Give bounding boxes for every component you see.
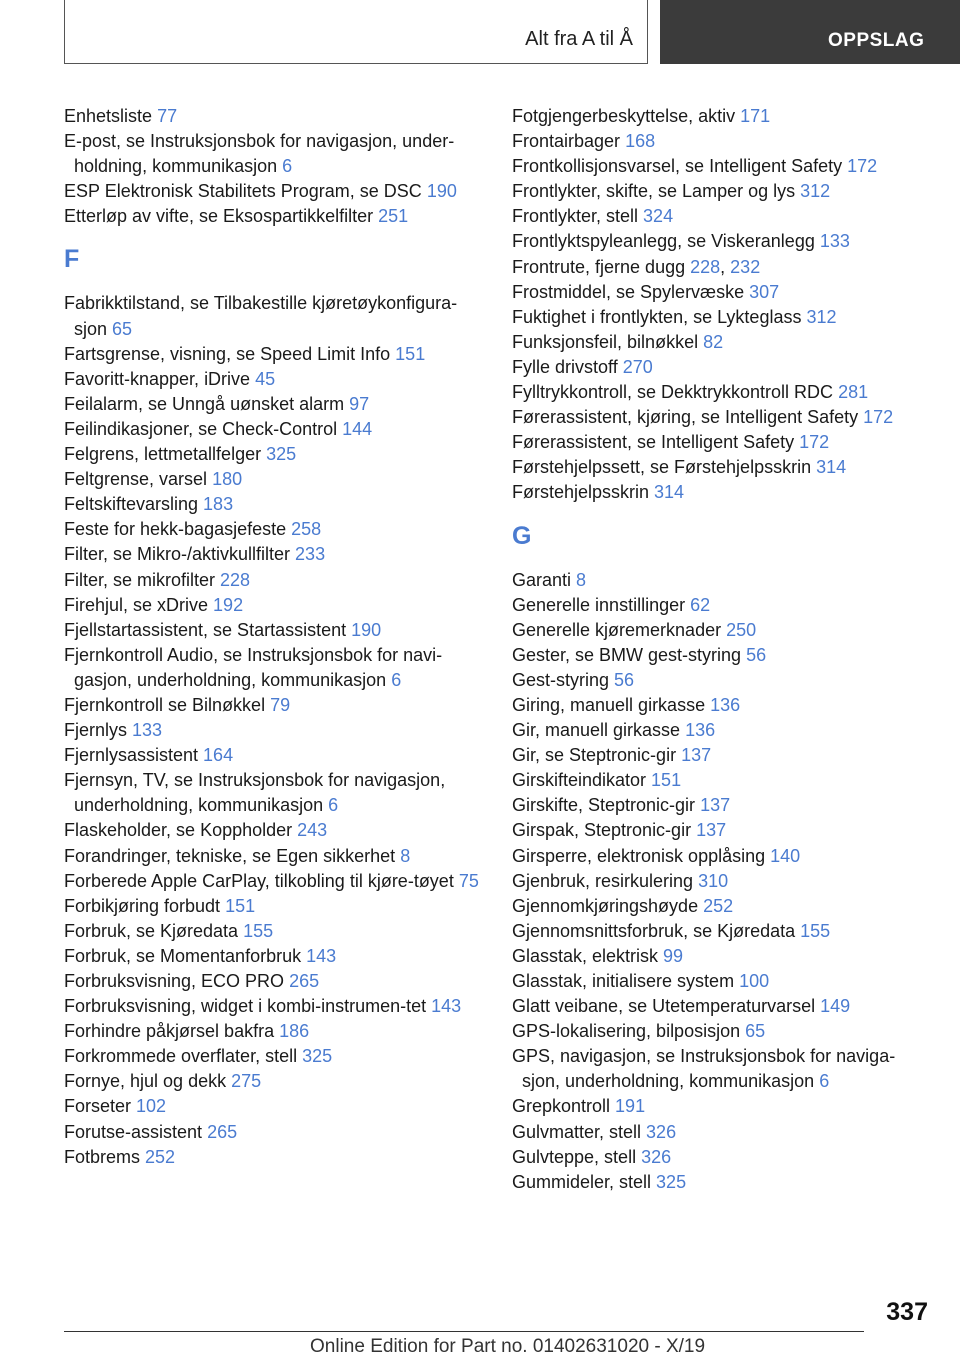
page-reference-link[interactable]: 99 bbox=[663, 945, 684, 966]
page-reference-link[interactable]: 102 bbox=[136, 1096, 167, 1117]
index-entry-text: E-post, se Instruksjonsbok for navigasjon, under-holdning, kommunikasjon bbox=[64, 131, 455, 177]
page-reference-link[interactable]: 136 bbox=[710, 694, 741, 715]
index-entry bbox=[512, 355, 932, 380]
index-entry-text: Frontlyktspyleanlegg, se Viskeranlegg bbox=[512, 231, 820, 252]
index-entry bbox=[64, 818, 484, 843]
page-reference-link[interactable]: 192 bbox=[213, 594, 244, 615]
page-reference-link[interactable]: 243 bbox=[297, 820, 328, 841]
index-entry bbox=[512, 844, 932, 869]
index-entry bbox=[512, 104, 932, 129]
index-entry bbox=[64, 743, 484, 768]
index-entry-text: Fotbrems bbox=[64, 1146, 146, 1167]
chapter-title: OPPSLAG bbox=[828, 30, 925, 51]
page-reference-link[interactable]: 133 bbox=[132, 720, 163, 741]
index-entry-text: Gjennomkjøringshøyde bbox=[512, 895, 704, 916]
index-entry-text: Forhindre påkjørsel bakfra bbox=[64, 1021, 280, 1042]
index-entry bbox=[64, 768, 484, 818]
index-entry-text: Gester, se BMW gest-styring bbox=[512, 644, 747, 665]
index-entry-text: Glasstak, initialisere system bbox=[512, 971, 740, 991]
page-reference-link[interactable]: 65 bbox=[112, 318, 133, 339]
index-entry bbox=[64, 392, 484, 417]
index-entry-text: Frostmiddel, se Spylervæske bbox=[512, 281, 750, 302]
page-reference-link[interactable]: 325 bbox=[266, 444, 297, 465]
page-reference-link[interactable]: 310 bbox=[698, 870, 729, 891]
index-entry-text: Firehjul, se xDrive bbox=[64, 594, 214, 615]
index-entry bbox=[512, 593, 932, 618]
page-reference-link[interactable]: 312 bbox=[806, 306, 837, 327]
page-reference-link[interactable]: 6 bbox=[282, 156, 293, 177]
index-entry bbox=[64, 442, 484, 467]
page-reference-separator: , bbox=[720, 256, 731, 277]
index-entry bbox=[64, 467, 484, 492]
page-reference-link[interactable]: 258 bbox=[291, 519, 322, 540]
index-column-right bbox=[512, 104, 932, 1195]
index-entry-text: Gummideler, stell bbox=[512, 1171, 657, 1192]
page-reference-link[interactable]: 186 bbox=[279, 1021, 310, 1042]
index-entry bbox=[64, 517, 484, 542]
index-entry-text: Glasstak, elektrisk bbox=[512, 945, 664, 966]
index-entry bbox=[64, 1019, 484, 1044]
index-entry-text: Funksjonsfeil, bilnøkkel bbox=[512, 331, 704, 352]
page-reference-link[interactable]: 180 bbox=[212, 469, 243, 490]
index-entry-text: Forkrommede overflater, stell bbox=[64, 1046, 303, 1067]
index-entry-text: Gest-styring bbox=[512, 669, 615, 690]
page-reference-link[interactable]: 79 bbox=[270, 694, 291, 715]
index-entry-text: Glatt veibane, se Utetemperaturvarsel bbox=[512, 996, 821, 1017]
index-entry-text: Flaskeholder, se Koppholder bbox=[64, 820, 298, 841]
index-entry-text: Førerassistent, se Intelligent Safety bbox=[512, 432, 800, 453]
page-reference-link[interactable]: 171 bbox=[740, 106, 771, 126]
index-entry-text: GPS, navigasjon, se Instruksjonsbok for naviga-sjon, underholdning, kommunikasjon bbox=[512, 1046, 896, 1092]
index-entry bbox=[64, 129, 484, 179]
page-reference-link[interactable]: 172 bbox=[847, 156, 878, 177]
index-entry bbox=[512, 330, 932, 355]
footer-text: Online Edition for Part no. 01402631020 - X/19 bbox=[310, 1336, 706, 1357]
index-entry bbox=[64, 969, 484, 994]
index-entry bbox=[64, 919, 484, 944]
index-entry-text: Førstehjelpsskrin bbox=[512, 482, 655, 503]
page-reference-link[interactable]: 312 bbox=[800, 181, 831, 202]
page-reference-link[interactable]: 97 bbox=[349, 393, 370, 414]
index-entry-text: Grepkontroll bbox=[512, 1096, 616, 1117]
section-title: Alt fra A til Å bbox=[525, 28, 633, 50]
index-column-left bbox=[64, 104, 484, 1170]
index-entry bbox=[512, 1044, 932, 1094]
index-entry bbox=[512, 1094, 932, 1119]
page-reference-link[interactable]: 168 bbox=[625, 131, 656, 152]
page-reference-link[interactable]: 252 bbox=[703, 895, 734, 916]
index-entry bbox=[512, 944, 932, 969]
index-entry-text: Girsperre, elektronisk opplåsing bbox=[512, 845, 771, 866]
page-reference-link[interactable]: 100 bbox=[739, 971, 770, 991]
page-reference-link[interactable]: 56 bbox=[746, 644, 767, 665]
index-entry-text: GPS-lokalisering, bilposisjon bbox=[512, 1021, 746, 1042]
page-reference-link[interactable]: 172 bbox=[799, 432, 830, 453]
index-entry-text: Girskifte, Steptronic-gir bbox=[512, 795, 701, 816]
page-reference-link[interactable]: 143 bbox=[431, 996, 462, 1017]
page-reference-link[interactable]: 45 bbox=[255, 368, 276, 389]
page-reference-link[interactable]: 137 bbox=[696, 820, 727, 841]
page-reference-link[interactable]: 8 bbox=[400, 845, 411, 866]
index-entry-text: Frontkollisjonsvarsel, se Intelligent Safety bbox=[512, 156, 848, 177]
index-entry-text: Forseter bbox=[64, 1096, 137, 1117]
index-entry-text: Fotgjengerbeskyttelse, aktiv bbox=[512, 106, 741, 126]
page-reference-link[interactable]: 270 bbox=[622, 356, 653, 377]
index-entry-text: Gjennomsnittsforbruk, se Kjøredata bbox=[512, 920, 801, 941]
page-reference-link[interactable]: 325 bbox=[302, 1046, 333, 1067]
index-entry bbox=[64, 693, 484, 718]
index-entry-text: Førstehjelpssett, se Førstehjelpsskrin bbox=[512, 457, 817, 478]
page-reference-link[interactable]: 143 bbox=[306, 945, 337, 966]
index-entry bbox=[64, 179, 484, 204]
page-reference-link[interactable]: 326 bbox=[641, 1146, 672, 1167]
index-entry bbox=[64, 994, 484, 1019]
index-entry bbox=[64, 894, 484, 919]
index-entry bbox=[512, 1145, 932, 1170]
index-entry-text: Frontlykter, stell bbox=[512, 206, 644, 227]
index-entry-text: Feltskiftevarsling bbox=[64, 494, 204, 515]
index-letter-heading: F bbox=[64, 245, 80, 274]
index-entry-text: Fjernkontroll se Bilnøkkel bbox=[64, 694, 271, 715]
index-entry-text: Frontlykter, skifte, se Lamper og lys bbox=[512, 181, 801, 202]
index-entry-text: Fjernkontroll Audio, se Instruksjonsbok for navi-gasjon, underholdning, kommunikasjon bbox=[64, 644, 443, 690]
index-entry bbox=[64, 104, 484, 129]
index-entry-text: Feilalarm, se Unngå uønsket alarm bbox=[64, 393, 350, 414]
page-reference-link[interactable]: 137 bbox=[681, 745, 712, 766]
index-entry-text: Gjenbruk, resirkulering bbox=[512, 870, 699, 891]
index-entry bbox=[512, 1170, 932, 1195]
page-reference-link[interactable]: 324 bbox=[643, 206, 674, 227]
index-entry bbox=[64, 1120, 484, 1145]
page-reference-link[interactable]: 314 bbox=[816, 457, 847, 478]
index-entry bbox=[64, 291, 484, 341]
index-entry bbox=[64, 618, 484, 643]
index-entry bbox=[64, 342, 484, 367]
index-entry-text: Filter, se Mikro-/aktivkullfilter bbox=[64, 544, 296, 565]
index-entry-text: Forberede Apple CarPlay, tilkobling til kjøre-tøyet bbox=[64, 870, 459, 891]
index-entry bbox=[512, 568, 932, 593]
index-entry bbox=[512, 179, 932, 204]
index-entry bbox=[512, 229, 932, 254]
page-reference-link[interactable]: 144 bbox=[342, 418, 373, 439]
index-entry bbox=[512, 380, 932, 405]
index-entry bbox=[64, 944, 484, 969]
index-entry-text: Forbruk, se Kjøredata bbox=[64, 920, 244, 941]
index-entry bbox=[64, 1145, 484, 1170]
page-reference-link[interactable]: 265 bbox=[289, 971, 320, 991]
index-letter-heading: G bbox=[512, 521, 532, 550]
index-entry bbox=[64, 593, 484, 618]
index-entry-text: Gir, manuell girkasse bbox=[512, 720, 686, 741]
page-reference-link[interactable]: 228 bbox=[220, 569, 251, 590]
index-entry bbox=[512, 455, 932, 480]
index-entry bbox=[512, 280, 932, 305]
header-section-box bbox=[64, 0, 648, 64]
index-entry-text: Frontairbager bbox=[512, 131, 626, 152]
page-number: 337 bbox=[886, 1298, 928, 1326]
page-reference-link[interactable]: 136 bbox=[685, 720, 716, 741]
index-entry bbox=[512, 793, 932, 818]
index-entry bbox=[512, 643, 932, 668]
index-entry bbox=[512, 919, 932, 944]
page-reference-link[interactable]: 307 bbox=[749, 281, 780, 302]
page-reference-link[interactable]: 6 bbox=[819, 1071, 830, 1092]
index-entry bbox=[512, 668, 932, 693]
index-entry-text: Feste for hekk-bagasjefeste bbox=[64, 519, 292, 540]
page-reference-link[interactable]: 155 bbox=[800, 920, 831, 941]
index-entry bbox=[512, 768, 932, 793]
index-entry bbox=[512, 1120, 932, 1145]
page-reference-link[interactable]: 251 bbox=[378, 206, 409, 227]
index-entry bbox=[512, 718, 932, 743]
index-entry-text: Filter, se mikrofilter bbox=[64, 569, 221, 590]
index-entry-text: Girspak, Steptronic-gir bbox=[512, 820, 697, 841]
index-entry-text: Gulvmatter, stell bbox=[512, 1121, 647, 1142]
index-entry-text: Forbruksvisning, widget i kombi-instrumen-tet bbox=[64, 996, 432, 1017]
index-entry bbox=[512, 255, 932, 280]
index-entry bbox=[512, 818, 932, 843]
page-reference-link[interactable]: 149 bbox=[820, 996, 851, 1017]
index-entry bbox=[64, 204, 484, 229]
index-entry-text: Favoritt-knapper, iDrive bbox=[64, 368, 256, 389]
page-reference-link[interactable]: 281 bbox=[838, 382, 869, 403]
index-entry-text: Fylle drivstoff bbox=[512, 356, 623, 377]
index-entry-text: Feltgrense, varsel bbox=[64, 469, 213, 490]
page-reference-link[interactable]: 151 bbox=[225, 895, 256, 916]
index-entry-text: Fabrikktilstand, se Tilbakestille kjøretøykonfigura-sjon bbox=[64, 293, 458, 339]
index-entry-text: Forbruksvisning, ECO PRO bbox=[64, 971, 290, 991]
index-entry-text: Fjernlysassistent bbox=[64, 745, 204, 766]
index-entry-text: Forbikjøring forbudt bbox=[64, 895, 226, 916]
page-reference-link[interactable]: 62 bbox=[690, 594, 711, 615]
page-reference-link[interactable]: 228 bbox=[690, 256, 721, 277]
index-entry-text: Feilindikasjoner, se Check-Control bbox=[64, 418, 343, 439]
index-entry-text: Etterløp av vifte, se Eksospartikkelfilter bbox=[64, 206, 379, 227]
page-reference-link[interactable]: 232 bbox=[730, 256, 761, 277]
index-entry-text: Førerassistent, kjøring, se Intelligent Safety bbox=[512, 407, 864, 428]
index-entry-text: Forutse-assistent bbox=[64, 1121, 208, 1142]
index-entry bbox=[64, 869, 484, 894]
index-entry bbox=[64, 844, 484, 869]
page-reference-link[interactable]: 137 bbox=[700, 795, 731, 816]
index-entry-text: Giring, manuell girkasse bbox=[512, 694, 711, 715]
index-entry bbox=[512, 430, 932, 455]
index-entry-text: Generelle kjøremerknader bbox=[512, 619, 727, 640]
index-entry-text: Generelle innstillinger bbox=[512, 594, 691, 615]
index-entry-text: Fartsgrense, visning, se Speed Limit Info bbox=[64, 343, 396, 364]
index-entry-text: Girskifteindikator bbox=[512, 770, 652, 791]
index-entry bbox=[512, 204, 932, 229]
index-entry bbox=[64, 367, 484, 392]
index-entry-text: Forandringer, tekniske, se Egen sikkerhet bbox=[64, 845, 401, 866]
index-entry-text: Fuktighet i frontlykten, se Lykteglass bbox=[512, 306, 807, 327]
index-entry bbox=[64, 1044, 484, 1069]
page-reference-link[interactable]: 265 bbox=[207, 1121, 238, 1142]
index-entry-text: Fylltrykkontroll, se Dekktrykkontroll RDC bbox=[512, 382, 839, 403]
page-reference-link[interactable]: 325 bbox=[656, 1171, 687, 1192]
index-entry bbox=[512, 405, 932, 430]
index-entry bbox=[512, 969, 932, 994]
index-entry-text: Felgrens, lettmetallfelger bbox=[64, 444, 267, 465]
index-entry-text: Frontrute, fjerne dugg bbox=[512, 256, 691, 277]
index-entry-text: Fjellstartassistent, se Startassistent bbox=[64, 619, 352, 640]
page-reference-link[interactable]: 75 bbox=[458, 870, 479, 891]
index-entry-text: Forbruk, se Momentanforbruk bbox=[64, 945, 307, 966]
page-reference-link[interactable]: 183 bbox=[203, 494, 234, 515]
index-entry bbox=[512, 869, 932, 894]
index-entry bbox=[512, 154, 932, 179]
index-entry bbox=[512, 1019, 932, 1044]
index-entry-text: ESP Elektronisk Stabilitets Program, se DSC bbox=[64, 181, 427, 202]
index-entry bbox=[64, 643, 484, 693]
index-entry bbox=[512, 894, 932, 919]
page-reference-link[interactable]: 164 bbox=[203, 745, 234, 766]
index-entry-text: Fjernsyn, TV, se Instruksjonsbok for navigasjon, underholdning, kommunikasjon bbox=[64, 770, 446, 816]
page-reference-link[interactable]: 6 bbox=[328, 795, 339, 816]
index-entry bbox=[512, 618, 932, 643]
index-entry bbox=[512, 693, 932, 718]
index-entry bbox=[64, 1069, 484, 1094]
index-entry-text: Gir, se Steptronic-gir bbox=[512, 745, 682, 766]
footer-divider bbox=[64, 1331, 864, 1332]
page-reference-link[interactable]: 326 bbox=[646, 1121, 677, 1142]
index-entry bbox=[512, 994, 932, 1019]
index-entry-text: Garanti bbox=[512, 569, 577, 590]
index-entry bbox=[64, 417, 484, 442]
header-chapter-tab bbox=[660, 0, 960, 64]
page-reference-link[interactable]: 190 bbox=[426, 181, 457, 202]
index-entry-text: Fjernlys bbox=[64, 720, 133, 741]
page-reference-link[interactable]: 133 bbox=[819, 231, 850, 252]
index-entry-text: Gulvteppe, stell bbox=[512, 1146, 642, 1167]
page-reference-link[interactable]: 172 bbox=[863, 407, 894, 428]
page-reference-link[interactable]: 151 bbox=[651, 770, 682, 791]
page-reference-link[interactable]: 233 bbox=[295, 544, 326, 565]
index-entry bbox=[512, 305, 932, 330]
page-reference-link[interactable]: 314 bbox=[654, 482, 685, 503]
page-reference-link[interactable]: 250 bbox=[726, 619, 757, 640]
index-entry bbox=[64, 492, 484, 517]
page-reference-link[interactable]: 191 bbox=[615, 1096, 646, 1117]
index-entry bbox=[64, 542, 484, 567]
page-reference-link[interactable]: 190 bbox=[351, 619, 382, 640]
page-reference-link[interactable]: 140 bbox=[770, 845, 801, 866]
page-reference-link[interactable]: 6 bbox=[391, 669, 402, 690]
page-reference-link[interactable]: 65 bbox=[745, 1021, 766, 1042]
page-reference-link[interactable]: 8 bbox=[576, 569, 587, 590]
index-entry bbox=[512, 129, 932, 154]
index-entry bbox=[512, 743, 932, 768]
page-reference-link[interactable]: 151 bbox=[395, 343, 426, 364]
page-reference-link[interactable]: 56 bbox=[614, 669, 635, 690]
page-reference-link[interactable]: 82 bbox=[703, 331, 724, 352]
page-reference-link[interactable]: 252 bbox=[145, 1146, 176, 1167]
index-entry bbox=[64, 568, 484, 593]
index-entry-text: Enhetsliste bbox=[64, 106, 158, 126]
page-reference-link[interactable]: 155 bbox=[243, 920, 274, 941]
index-entry bbox=[64, 1094, 484, 1119]
index-entry bbox=[512, 480, 932, 505]
index-entry-text: Fornye, hjul og dekk bbox=[64, 1071, 232, 1092]
index-entry bbox=[64, 718, 484, 743]
page-reference-link[interactable]: 275 bbox=[231, 1071, 262, 1092]
page-reference-link[interactable]: 77 bbox=[157, 106, 178, 126]
